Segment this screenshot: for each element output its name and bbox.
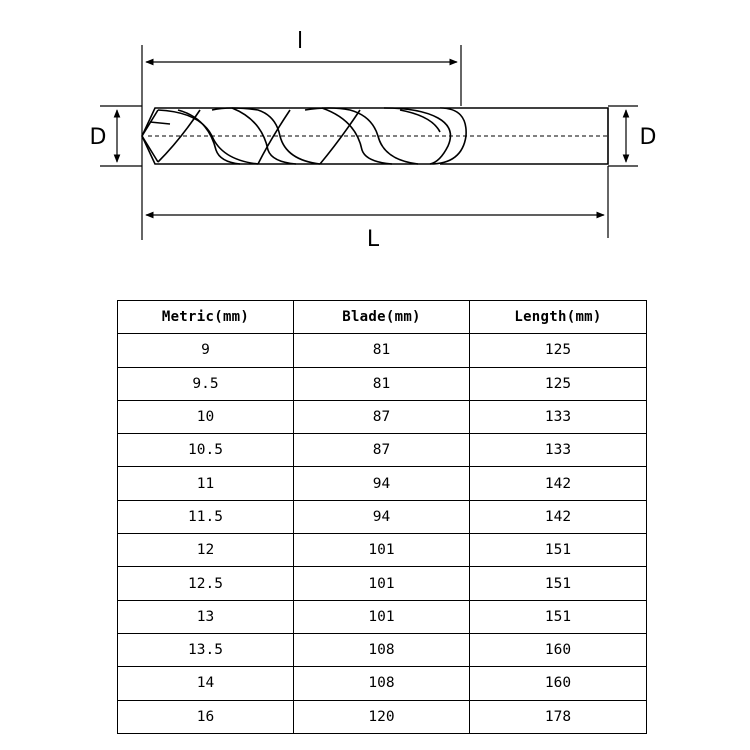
diameter-label-right: D: [639, 125, 657, 150]
length-cell: 160: [470, 633, 647, 666]
length-cell: 133: [470, 434, 647, 467]
length-cell: 142: [470, 467, 647, 500]
blade-cell: 94: [294, 500, 470, 533]
blade-cell: 108: [294, 633, 470, 666]
table-row: [118, 667, 647, 700]
metric-cell: 9.5: [118, 367, 294, 400]
table-row: [118, 500, 647, 533]
blade-cell: 120: [294, 700, 470, 733]
table-row: [118, 334, 647, 367]
metric-cell: 12: [118, 534, 294, 567]
drill-bit-diagram: [0, 0, 750, 270]
total-length-label: L: [366, 227, 380, 252]
length-cell: 151: [470, 534, 647, 567]
blade-cell: 108: [294, 667, 470, 700]
blade-cell: 81: [294, 367, 470, 400]
length-cell: 142: [470, 500, 647, 533]
table-row: [118, 700, 647, 733]
table-header: [118, 301, 647, 334]
table-row: [118, 434, 647, 467]
length-cell: 125: [470, 367, 647, 400]
metric-cell: 11: [118, 467, 294, 500]
diameter-label-left: D: [89, 125, 107, 150]
length-cell: 160: [470, 667, 647, 700]
length-cell: 151: [470, 567, 647, 600]
blade-cell: 87: [294, 434, 470, 467]
metric-cell: 10.5: [118, 434, 294, 467]
length-cell: 178: [470, 700, 647, 733]
table-body: [118, 334, 647, 734]
metric-cell: 13: [118, 600, 294, 633]
blade-cell: 94: [294, 467, 470, 500]
length-cell: 133: [470, 400, 647, 433]
header-length: Length(mm): [470, 301, 647, 334]
length-cell: 125: [470, 334, 647, 367]
table-row: [118, 567, 647, 600]
blade-cell: 101: [294, 567, 470, 600]
metric-cell: 16: [118, 700, 294, 733]
metric-cell: 14: [118, 667, 294, 700]
blade-cell: 101: [294, 534, 470, 567]
blade-length-label: l: [296, 29, 304, 54]
table-row: [118, 400, 647, 433]
metric-cell: 11.5: [118, 500, 294, 533]
metric-cell: 13.5: [118, 633, 294, 666]
table-row: [118, 534, 647, 567]
metric-cell: 9: [118, 334, 294, 367]
blade-cell: 81: [294, 334, 470, 367]
header-blade: Blade(mm): [294, 301, 470, 334]
metric-cell: 10: [118, 400, 294, 433]
length-cell: 151: [470, 600, 647, 633]
table-row: [118, 467, 647, 500]
header-metric: Metric(mm): [118, 301, 294, 334]
drill-spec-table: [117, 300, 647, 734]
blade-cell: 87: [294, 400, 470, 433]
table-row: [118, 367, 647, 400]
table-row: [118, 600, 647, 633]
blade-cell: 101: [294, 600, 470, 633]
table-row: [118, 633, 647, 666]
metric-cell: 12.5: [118, 567, 294, 600]
